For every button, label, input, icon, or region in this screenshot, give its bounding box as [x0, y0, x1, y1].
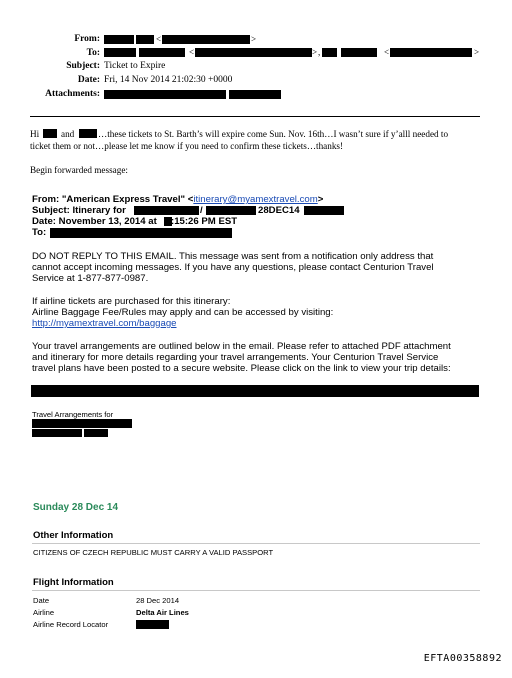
subject-label: Subject: — [66, 61, 100, 71]
from-email-link[interactable]: itinerary@myamextravel.com — [193, 194, 318, 205]
redaction — [84, 429, 108, 437]
redacted-trip-link — [31, 385, 479, 397]
redaction — [104, 35, 134, 44]
divider — [32, 543, 480, 544]
redaction — [322, 48, 337, 57]
document-id: EFTA00358892 — [423, 653, 502, 664]
fw-to-line: To: — [32, 227, 47, 238]
redaction — [139, 48, 185, 57]
redaction — [32, 420, 132, 428]
fw-from-line: From: "American Express Travel" <itinerary@myamextravel.com> — [32, 194, 324, 205]
row-value: Delta Air Lines — [136, 608, 189, 617]
redaction — [136, 620, 169, 629]
redaction — [304, 206, 344, 215]
flight-info-title: Flight Information — [33, 577, 114, 588]
redaction — [195, 48, 312, 57]
redaction — [136, 35, 154, 44]
redaction — [341, 48, 377, 57]
forward-notice: Begin forwarded message: — [30, 165, 128, 175]
redaction — [79, 129, 97, 138]
redaction — [50, 228, 232, 238]
to-label: To: — [86, 48, 100, 58]
subject-value: Ticket to Expire — [104, 61, 166, 71]
other-info-text: CITIZENS OF CZECH REPUBLIC MUST CARRY A VALID PASSPORT — [33, 548, 274, 557]
row-label: Airline — [33, 608, 55, 617]
redaction — [134, 206, 199, 215]
row-label: Airline Record Locator — [33, 620, 109, 629]
baggage-link[interactable]: http://myamextravel.com/baggage — [32, 318, 177, 329]
row-label: Date — [33, 596, 50, 605]
row-value: 28 Dec 2014 — [136, 596, 180, 605]
redaction — [229, 90, 281, 99]
fw-date-line: Date: November 13, 2014 at — [32, 216, 157, 227]
redaction — [206, 206, 256, 215]
fw-subject-line: Subject: Itinerary for — [32, 205, 126, 216]
attachments-label: Attachments: — [45, 89, 100, 99]
date-label: Date: — [77, 75, 100, 85]
redaction — [162, 35, 250, 44]
day-heading: Sunday 28 Dec 14 — [33, 502, 119, 513]
redaction — [43, 129, 57, 138]
divider — [32, 590, 480, 591]
other-info-title: Other Information — [33, 530, 114, 541]
redaction — [104, 90, 226, 99]
date-value: Fri, 14 Nov 2014 21:02:30 +0000 — [104, 75, 233, 85]
redaction — [32, 429, 82, 437]
redaction — [104, 48, 136, 57]
redaction — [390, 48, 472, 57]
from-label: From: — [74, 34, 100, 44]
header-divider — [30, 116, 480, 117]
arrangements-for: Travel Arrangements for — [32, 410, 114, 419]
